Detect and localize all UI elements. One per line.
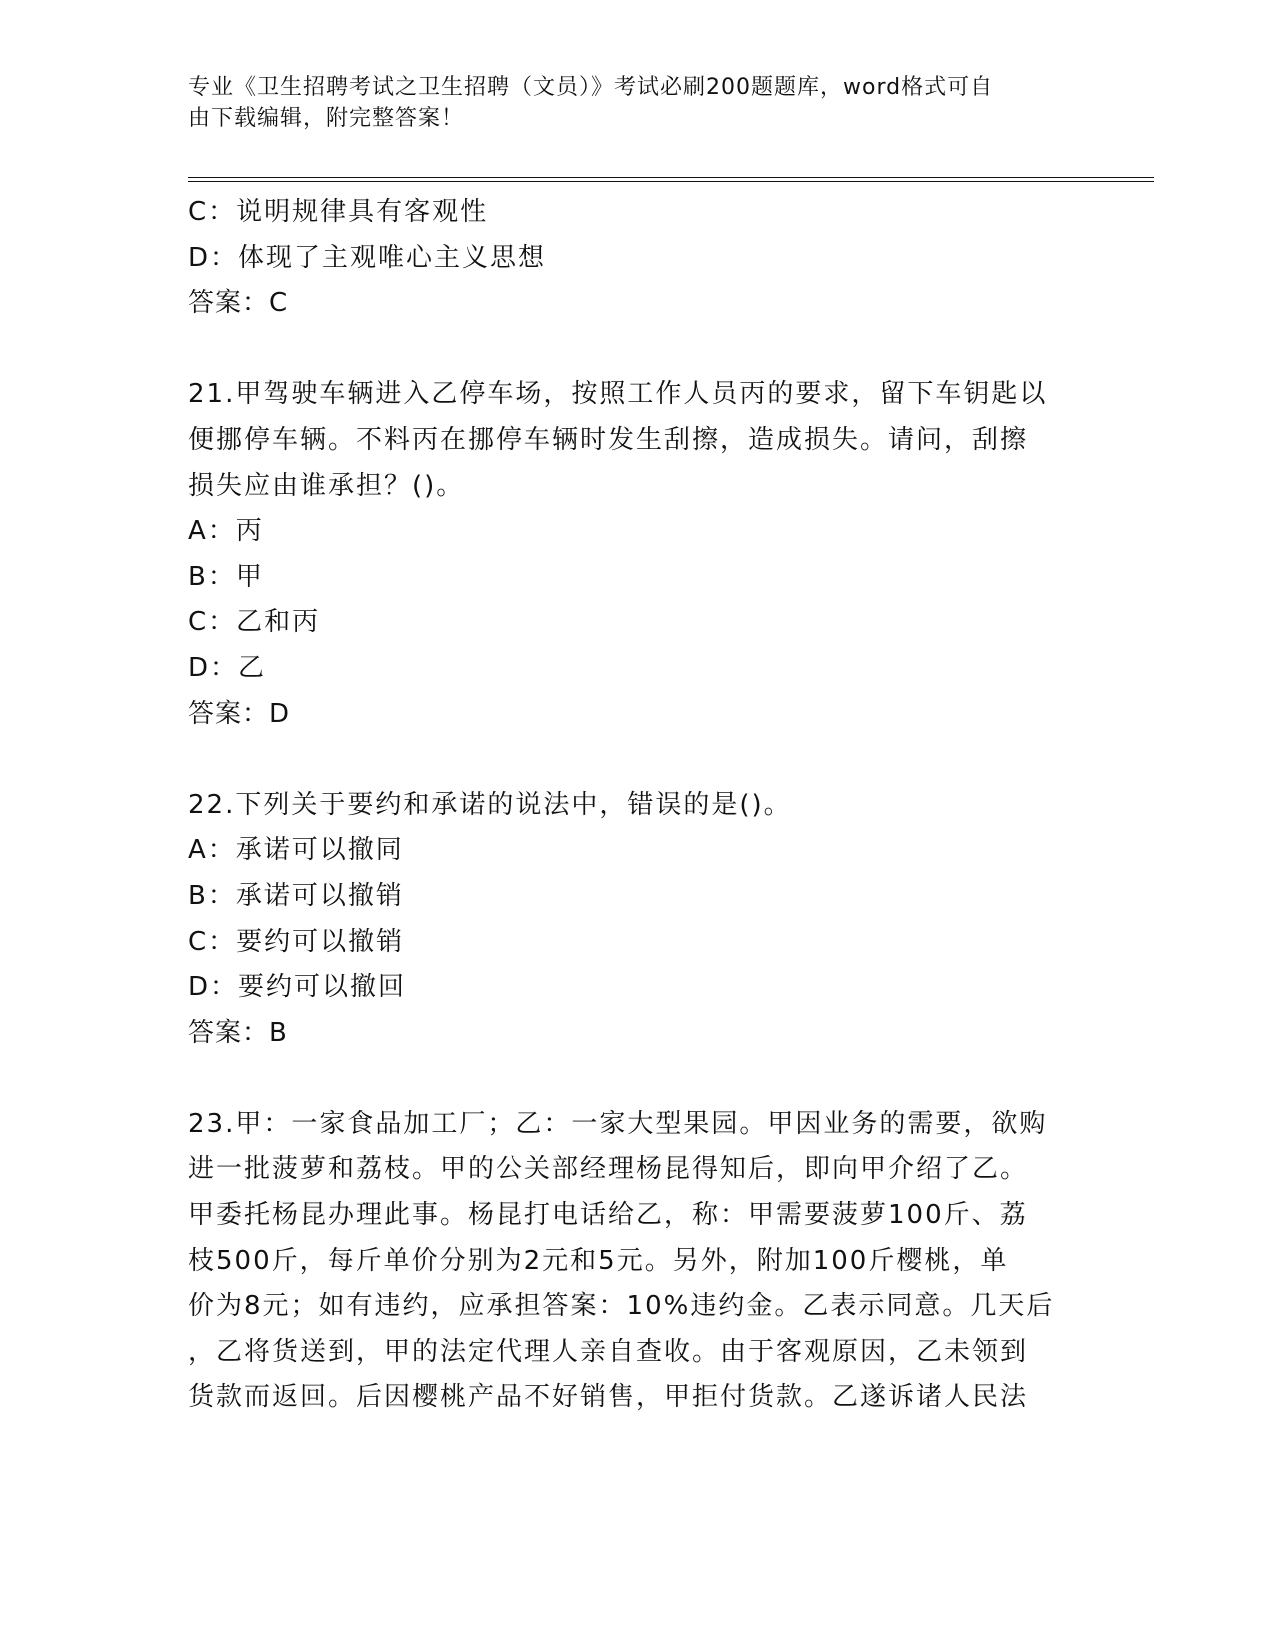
text-line: B：甲 <box>188 561 264 592</box>
text-line: A：丙 <box>188 516 264 547</box>
text-line: 货款而返回。后因樱桃产品不好销售，甲拒付货款。乙遂诉诸人民法 <box>188 1382 1029 1413</box>
text-line: C：说明规律具有客观性 <box>188 197 489 227</box>
text-line: 进一批菠萝和荔枝。甲的公关部经理杨昆得知后，即向甲介绍了乙。 <box>188 1154 1029 1185</box>
header-rule-top <box>188 177 1154 178</box>
text-line: C：乙和丙 <box>188 607 321 638</box>
text-line: D：要约可以撤回 <box>188 972 407 1003</box>
text-line: 甲委托杨昆办理此事。杨昆打电话给乙，称：甲需要菠萝100斤、荔 <box>188 1200 1028 1231</box>
answer-line: 答案：D <box>188 698 291 729</box>
text-line: D：乙 <box>188 652 267 683</box>
answer-line: 答案：C <box>188 288 289 319</box>
document-body <box>188 190 1088 1421</box>
text-line: 损失应由谁承担？()。 <box>188 470 465 501</box>
text-line: D：体现了主观唯心主义思想 <box>188 242 547 273</box>
text-line: 21.甲驾驶车辆进入乙停车场，按照工作人员丙的要求，留下车钥匙以 <box>188 379 1048 410</box>
text-line: 22.下列关于要约和承诺的说法中，错误的是()。 <box>188 789 792 820</box>
text-line: 价为8元；如有违约，应承担答案：10%违约金。乙表示同意。几天后 <box>188 1291 1055 1322</box>
header-rule-bottom <box>188 181 1154 182</box>
text-line: ，乙将货送到，甲的法定代理人亲自查收。由于客观原因，乙未领到 <box>188 1336 1029 1367</box>
answer-line: 答案：B <box>188 1017 288 1048</box>
header-line-2: 由下载编辑，附完整答案！ <box>188 106 465 131</box>
text-line: A：承诺可以撤同 <box>188 835 404 866</box>
text-line: 便挪停车辆。不料丙在挪停车辆时发生刮擦，造成损失。请问，刮擦 <box>188 424 1029 455</box>
text-line: 23.甲：一家食品加工厂；乙：一家大型果园。甲因业务的需要，欲购 <box>188 1108 1048 1139</box>
paragraph-gap <box>188 1056 1088 1102</box>
header-line-1: 专业《卫生招聘考试之卫生招聘（文员）》考试必刷200题题库，word格式可自 <box>188 75 994 100</box>
page-header <box>188 72 1068 134</box>
text-line: 枝500斤，每斤单价分别为2元和5元。另外，附加100斤樱桃，单 <box>188 1245 1009 1276</box>
text-line: C：要约可以撤销 <box>188 926 405 957</box>
paragraph-gap <box>188 327 1088 373</box>
paragraph-gap <box>188 737 1088 783</box>
text-line: B：承诺可以撤销 <box>188 880 404 911</box>
